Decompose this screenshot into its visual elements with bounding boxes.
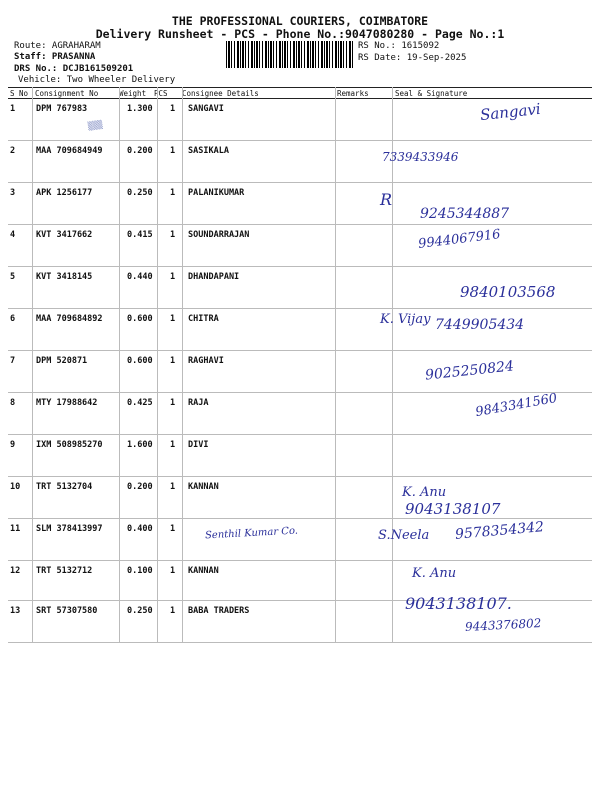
handwriting-name-row6: K. Vijay — [380, 312, 431, 327]
row-pcs: 1 — [170, 230, 176, 240]
barcode — [226, 41, 354, 68]
row-sno: 12 — [10, 566, 21, 576]
handwriting-phone-row7: 9025250824 — [424, 358, 515, 384]
row-consignment: KVT 3418145 — [36, 272, 93, 282]
col-consignment: Consignment No — [35, 89, 99, 98]
row-weight: 0.400 — [127, 524, 153, 534]
row-consignee: RAJA — [188, 398, 209, 408]
handwriting-name-row11: S.Neela — [378, 528, 430, 543]
header-bottom-rule — [8, 98, 592, 99]
row-consignee: CHITRA — [188, 314, 219, 324]
column-divider — [182, 87, 183, 642]
row-pcs: 1 — [170, 524, 176, 534]
runsheet-title: Delivery Runsheet - PCS - Phone No.:9047080280 - Page No.:1 — [95, 27, 505, 41]
row-pcs: 1 — [170, 104, 176, 114]
row-pcs: 1 — [170, 188, 176, 198]
row-sno: 13 — [10, 606, 21, 616]
row-consignee: DIVI — [188, 440, 209, 450]
rs-number: RS No.: 1615092 — [358, 41, 440, 51]
handwriting-phone-row4: 9944067916 — [417, 227, 502, 252]
row-consignment: SLM 378413997 — [36, 524, 103, 534]
row-consignment: MTY 17988642 — [36, 398, 98, 408]
row-divider — [8, 224, 592, 225]
row-sno: 11 — [10, 524, 21, 534]
handwriting-name-row10: K. Anu — [402, 485, 447, 500]
col-sno: S No — [10, 89, 29, 98]
row-sno: 10 — [10, 482, 21, 492]
row-consignee: SOUNDARRAJAN — [188, 230, 250, 240]
row-sno: 7 — [10, 356, 16, 366]
handwriting-phone2-row13: 9443376802 — [464, 616, 542, 634]
column-divider — [157, 87, 158, 642]
row-pcs: 1 — [170, 482, 176, 492]
row-pcs: 1 — [170, 440, 176, 450]
row-consignee: PALANIKUMAR — [188, 188, 245, 198]
row-divider — [8, 308, 592, 309]
row-divider — [8, 392, 592, 393]
row-consignee: RAGHAVI — [188, 356, 224, 366]
row-pcs: 1 — [170, 398, 176, 408]
handwriting-phone-row6: 7449905434 — [435, 317, 525, 333]
row-sno: 6 — [10, 314, 16, 324]
column-divider — [32, 87, 33, 642]
row-divider — [8, 182, 592, 183]
row-divider — [8, 350, 592, 351]
handwriting-phone-row13: 9043138107. — [405, 594, 512, 613]
row-consignment: DPM 767983 — [36, 104, 88, 114]
row-sno: 4 — [10, 230, 16, 240]
handwriting-phone-row8: 9843341560 — [474, 390, 559, 421]
row-consignee: BABA TRADERS — [188, 606, 250, 616]
drs-number: DRS No.: DCJB161509201 — [14, 64, 134, 74]
row-divider — [8, 518, 592, 519]
signature-row1: Sangavi — [479, 99, 542, 125]
handwriting-phone-row5: 9840103568 — [460, 283, 556, 301]
row-weight: 0.440 — [127, 272, 153, 282]
row-sno: 2 — [10, 146, 16, 156]
row-weight: 0.250 — [127, 188, 153, 198]
row-consignment: TRT 5132712 — [36, 566, 93, 576]
staff-label: Staff: PRASANNA — [14, 52, 96, 62]
column-divider — [392, 87, 393, 642]
row-weight: 0.250 — [127, 606, 153, 616]
row-weight: 0.415 — [127, 230, 153, 240]
row-pcs: 1 — [170, 356, 176, 366]
row-sno: 3 — [10, 188, 16, 198]
row-consignment: TRT 5132704 — [36, 482, 93, 492]
col-remarks: Remarks — [337, 89, 369, 98]
row-divider — [8, 140, 592, 141]
row-weight: 1.600 — [127, 440, 153, 450]
row-consignment: MAA 709684892 — [36, 314, 103, 324]
row-weight: 1.300 — [127, 104, 153, 114]
rs-date: RS Date: 19-Sep-2025 — [358, 53, 467, 63]
row-sno: 9 — [10, 440, 16, 450]
col-seal: Seal & Signature — [395, 89, 468, 98]
row-weight: 0.100 — [127, 566, 153, 576]
row-divider — [8, 642, 592, 643]
stamp-mark: ▒▒▒ — [87, 120, 104, 131]
row-divider — [8, 476, 592, 477]
row-sno: 5 — [10, 272, 16, 282]
handwriting-phone-row11: 9578354342 — [454, 519, 545, 543]
row-consignee: SANGAVI — [188, 104, 224, 114]
row-consignee: KANNAN — [188, 566, 219, 576]
route-label: Route: AGRAHARAM — [14, 41, 101, 51]
col-weight: Weight — [119, 89, 147, 98]
row-weight: 0.600 — [127, 314, 153, 324]
handwriting-remark-row11: Senthil Kumar Co. — [204, 525, 299, 542]
row-pcs: 1 — [170, 606, 176, 616]
row-consignment: IXM 508985270 — [36, 440, 103, 450]
handwriting-name-row12: K. Anu — [412, 566, 457, 581]
row-consignee: DHANDAPANI — [188, 272, 240, 282]
col-consignee: Consignee Details — [182, 89, 259, 98]
row-pcs: 1 — [170, 566, 176, 576]
row-consignee: KANNAN — [188, 482, 219, 492]
row-consignment: KVT 3417662 — [36, 230, 93, 240]
handwriting-phone-row2: 7339433946 — [382, 150, 459, 164]
handwriting-initial-row3: R — [380, 190, 393, 209]
row-consignee: SASIKALA — [188, 146, 229, 156]
row-divider — [8, 434, 592, 435]
row-weight: 0.200 — [127, 146, 153, 156]
row-consignment: APK 1256177 — [36, 188, 93, 198]
row-divider — [8, 266, 592, 267]
row-consignment: MAA 709684949 — [36, 146, 103, 156]
company-name: THE PROFESSIONAL COURIERS, COIMBATORE — [171, 14, 429, 28]
handwriting-phone-row3: 9245344887 — [420, 206, 510, 222]
row-weight: 0.425 — [127, 398, 153, 408]
row-consignment: DPM 520871 — [36, 356, 88, 366]
row-pcs: 1 — [170, 272, 176, 282]
column-divider — [119, 87, 120, 642]
handwriting-phone-row10: 9043138107 — [405, 500, 501, 518]
row-weight: 0.200 — [127, 482, 153, 492]
vehicle-label: Vehicle: Two Wheeler Delivery — [18, 75, 176, 85]
row-consignment: SRT 57307580 — [36, 606, 98, 616]
row-sno: 8 — [10, 398, 16, 408]
col-pcs: PCS — [154, 89, 168, 98]
row-divider — [8, 560, 592, 561]
row-weight: 0.600 — [127, 356, 153, 366]
row-sno: 1 — [10, 104, 16, 114]
row-pcs: 1 — [170, 146, 176, 156]
column-divider — [335, 87, 336, 642]
row-pcs: 1 — [170, 314, 176, 324]
